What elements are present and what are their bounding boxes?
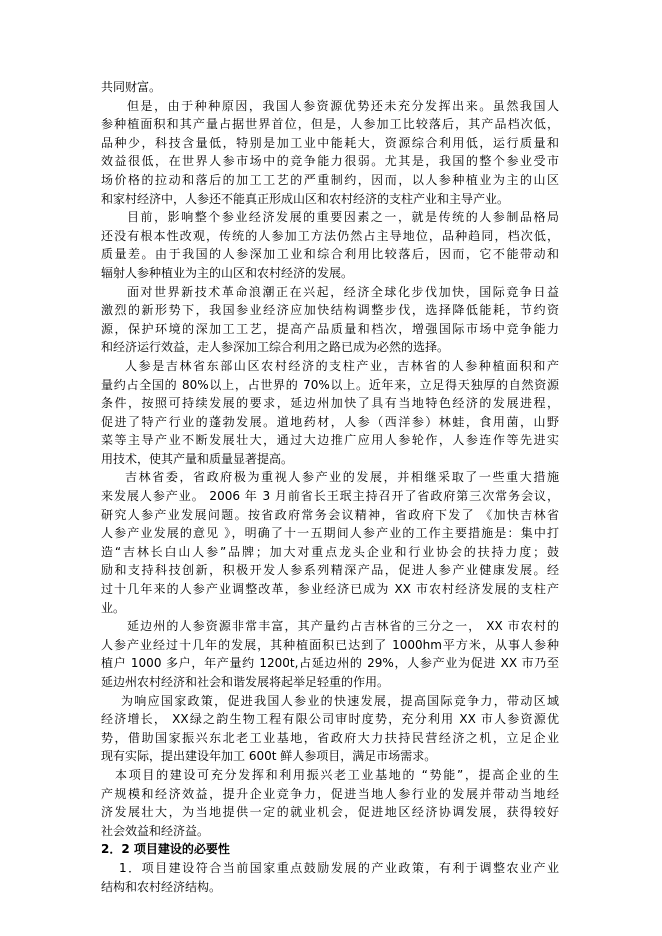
text-line: 济发展壮大，为当地提供一定的就业机会，促进地区经济协调发展，获得较好 [101,805,559,820]
text-line: 产规模和经济效益，提升企业竞争力，促进当地人参行业的发展并带动当地经 [101,786,559,801]
text-line: 造“吉林长白山人参”品牌；加大对重点龙头企业和行业协会的扶持力度；鼓 [101,544,559,559]
text-line: 但是，由于种种原因，我国人参资源优势还未充分发挥出来。虽然我国人 [127,98,559,113]
text-line: 和家村经济中，人参还不能真正形成山区和农村经济的支柱产业和主导产业。 [101,191,510,206]
text-line: 人参产业经过十几年的发展，其种植面积已达到了 1000hm平方米，从事人参种 [101,637,559,652]
text-line: 量约占全国的 80%以上，占世界的 70%以上。近年来，立足得天独厚的自然资源 [101,377,559,392]
text-line: 结构和农村经济结构。 [101,879,222,894]
text-line: 场价格的拉动和落后的加工工艺的严重制约，因而，以人参种植业为主的山区 [101,172,559,187]
text-line: 品种少，科技含量低，特别是加工业中能耗大，资源综合利用低，运行质量和 [101,135,559,150]
text-line: 效益很低，在世界人参市场中的竞争能力很弱。尤其是，我国的整个参业受市 [101,154,559,169]
text-line: 激烈的新形势下，我国参业经济应加快结构调整步伐，选择降低能耗，节约资 [101,303,559,318]
text-line: 面对世界新技术革命浪潮正在兴起，经济全球化步伐加快，国际竞争日益 [127,284,559,299]
text-line: 来发展人参产业。 2006 年 3 月前省长王珉主持召开了省政府第三次常务会议， [101,489,559,504]
text-line: 研究人参产业发展问题。按省政府常务会议精神，省政府下发了 《加快吉林省 [101,507,559,522]
text-line: 过十几年来的人参产业调整改革，参业经济已成为 XX 市农村经济发展的支柱产 [101,582,559,597]
text-line: 吉林省委，省政府极为重视人参产业的发展，并相继采取了一些重大措施 [125,470,559,485]
text-line: 1．项目建设符合当前国家重点鼓励发展的产业政策，有利于调整农业产业 [119,860,559,875]
section-heading: 2．2 项目建设的必要性 [101,842,230,857]
text-line: 源，保护环境的深加工工艺，提高产品质量和档次，增强国际市场中竞争能力 [101,321,559,336]
text-line: 人参是吉林省东部山区农村经济的支柱产业，吉林省的人参种植面积和产 [125,358,559,373]
text-line: 现有实际，提出建设年加工 600t 鲜人参项目，满足市场需求。 [101,749,437,764]
text-line: 势，借助国家振兴东北老工业基地，省政府大力扶持民营经济之机，立足企业 [101,730,559,745]
text-line: 经济增长， XX绿之韵生物工程有限公司审时度势，充分利用 XX 市人参资源优 [101,712,559,727]
text-line: 励和支持科技创新，积极开发人参系列精深产品，促进人参产业健康发展。经 [101,563,559,578]
text-line: 植户 1000 多户，年产量约 1200t,占延边州的 29%，人参产业为促进 XX 市乃至 [101,656,559,671]
text-line: 本项目的建设可充分发挥和利用振兴老工业基地的 “势能”，提高企业的生 [115,767,559,782]
text-line: 条件，按照可持续发展的要求，延边州加快了具有当地特色经济的发展进程， [101,396,559,411]
text-line: 参种植面积和其产量占据世界首位，但是，人参加工比较落后，其产品档次低， [101,117,559,132]
text-line: 延边州农村经济和社会和谐发展将起举足轻重的作用。 [101,675,390,689]
text-line: 为响应国家政策，促进我国人参业的快速发展，提高国际竞争力，带动区域 [121,693,559,708]
text-line: 和经济运行效益，走人参深加工综合利用之路已成为必然的选择。 [101,340,450,355]
text-line: 目前，影响整个参业经济发展的重要因素之一，就是传统的人参制品格局 [127,210,559,225]
text-line: 菜等主导产业不断发展壮大，通过大边推广应用人参轮作，人参连作等先进实 [101,433,559,448]
text-line: 共同财富。 [101,80,162,94]
text-line: 还没有根本性改观，传统的人参加工方法仍然占主导地位，品种趋同，档次低， [101,228,559,243]
text-line: 促进了特产行业的蓬勃发展。道地药材，人参（西洋参）林蛙，食用菌，山野 [101,414,559,429]
text-line: 延边州的人参资源非常丰富，其产量约占吉林省的三分之一， XX 市农村的 [127,619,559,634]
document-page [101,78,559,896]
text-line: 业。 [101,600,126,615]
text-line: 用技术，使其产量和质量显著提高。 [101,451,294,466]
text-line: 社会效益和经济益。 [101,823,210,838]
text-line: 质量差。由于我国的人参深加工业和综合利用比较落后，因而，它不能带动和 [101,247,559,262]
text-line: 辐射人参种植业为主的山区和农村经济的发展。 [101,265,354,280]
text-line: 人参产业发展的意见 》，明确了十一五期间人参产业的工作主要措施是：集中打 [101,526,559,541]
